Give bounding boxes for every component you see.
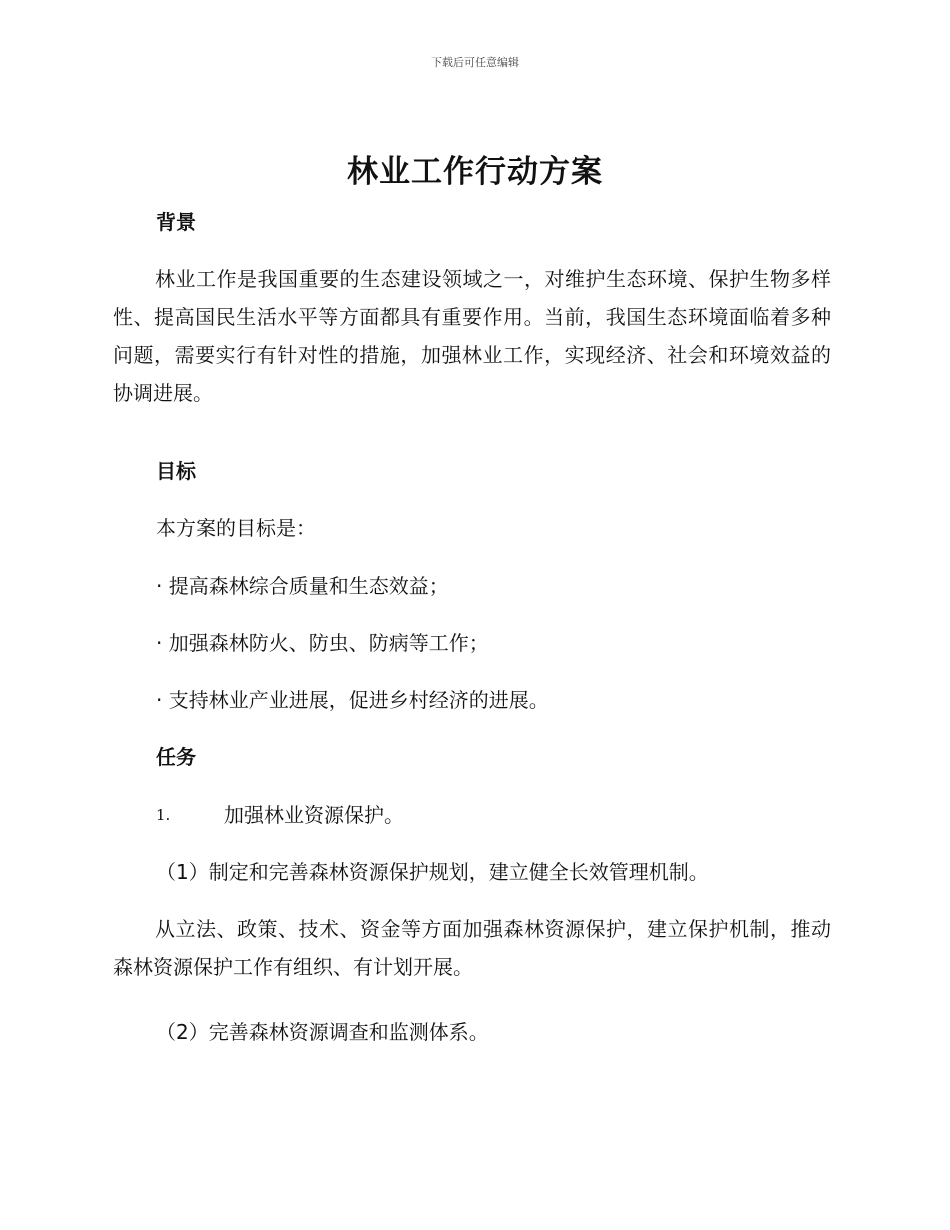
goal-item: · 支持林业产业进展，促进乡村经济的进展。: [156, 688, 549, 712]
tasks-heading: 任务: [156, 745, 196, 769]
goals-intro: 本方案的目标是：: [156, 516, 316, 540]
goals-heading: 目标: [156, 459, 196, 483]
task-item-number: 1.: [156, 806, 171, 824]
document-title: 林业工作行动方案: [347, 154, 603, 190]
page-header-note: 下载后可任意编辑: [431, 56, 519, 69]
background-paragraph: 林业工作是我国重要的生态建设领域之一，对维护生态环境、保护生物多样性、提高国民生活水平等方面都具有重要作用。当前，我国生态环境面临着多种问题，需要实行有针对性的措施，加强林业工作，实现经济、社会和环境效益的协调进展。: [113, 267, 831, 405]
goal-item: · 加强森林防火、防虫、防病等工作；: [156, 631, 489, 655]
task-item-text: 加强林业资源保护。: [224, 803, 404, 827]
task-sub-item: （2）完善森林资源调查和监测体系。: [156, 1020, 489, 1044]
task-sub-item: （1）制定和完善森林资源保护规划，建立健全长效管理机制。: [156, 860, 709, 884]
task-sub-paragraph: 从立法、政策、技术、资金等方面加强森林资源保护，建立保护机制，推动森林资源保护工作有组织、有计划开展。: [113, 917, 831, 979]
background-heading: 背景: [156, 210, 196, 234]
goal-item: · 提高森林综合质量和生态效益；: [156, 574, 449, 598]
